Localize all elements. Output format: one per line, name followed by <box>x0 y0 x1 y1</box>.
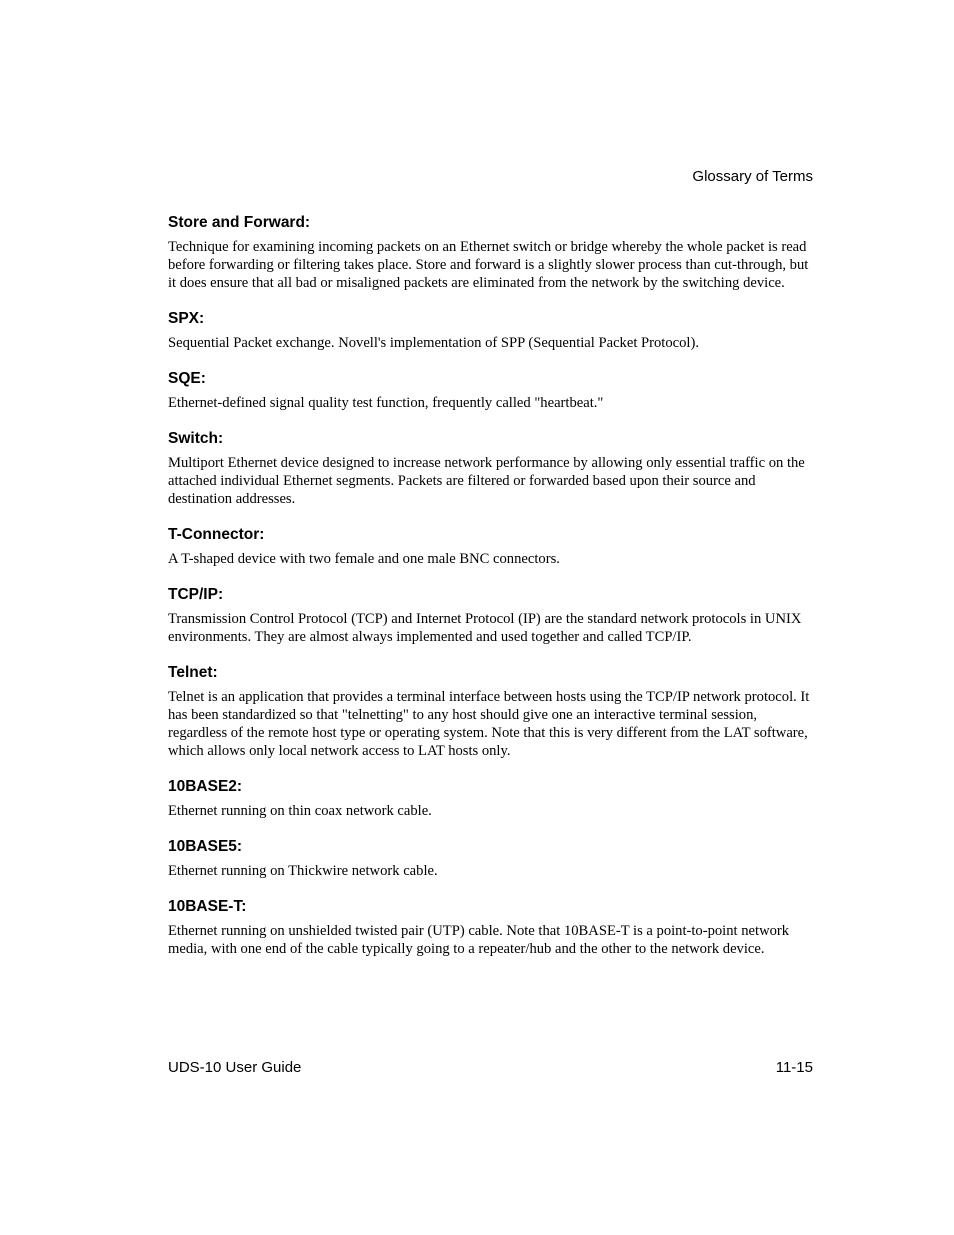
glossary-term: Switch: <box>168 430 224 447</box>
glossary-definition: A T-shaped device with two female and one male BNC connectors. <box>168 551 560 567</box>
glossary-list <box>168 213 816 975</box>
glossary-term: TCP/IP: <box>168 586 224 603</box>
glossary-definition: Sequential Packet exchange. Novell's implementation of SPP (Sequential Packet Protocol). <box>168 335 699 351</box>
page-footer <box>168 1059 813 1077</box>
glossary-term: 10BASE-T: <box>168 898 247 915</box>
glossary-definition: Ethernet running on unshielded twisted pair (UTP) cable. Note that 10BASE-T is a point-to-point network media, with one end of the cable typically going to a repeater/hub and the other to the network device. <box>168 923 790 957</box>
glossary-entry <box>168 213 816 292</box>
running-header: Glossary of Terms <box>692 168 813 185</box>
glossary-term: T-Connector: <box>168 526 265 543</box>
glossary-definition: Transmission Control Protocol (TCP) and Internet Protocol (IP) are the standard network protocols in UNIX environments. They are almost always implemented and used together and called TCP/IP. <box>168 611 802 645</box>
glossary-term: 10BASE2: <box>168 778 243 795</box>
glossary-definition: Technique for examining incoming packets on an Ethernet switch or bridge whereby the whole packet is read before forwarding or filtering takes place. Store and forward is a slightly slower process than cut-through, but it does ensure that all bad or misaligned packets are eliminated from the network by the switching device. <box>168 239 809 291</box>
glossary-entry <box>168 525 816 568</box>
glossary-entry <box>168 777 816 820</box>
glossary-definition: Ethernet running on thin coax network cable. <box>168 803 432 819</box>
glossary-entry <box>168 369 816 412</box>
glossary-entry <box>168 663 816 760</box>
glossary-term: Telnet: <box>168 664 218 681</box>
glossary-definition: Ethernet-defined signal quality test function, frequently called "heartbeat." <box>168 395 604 411</box>
footer-doc-title: UDS-10 User Guide <box>168 1059 302 1076</box>
footer-page-number: 11-15 <box>775 1059 813 1076</box>
glossary-definition: Ethernet running on Thickwire network cable. <box>168 863 438 879</box>
glossary-term: SPX: <box>168 310 205 327</box>
glossary-entry <box>168 585 816 646</box>
glossary-entry <box>168 837 816 880</box>
glossary-entry <box>168 897 816 958</box>
glossary-term: SQE: <box>168 370 206 387</box>
glossary-definition: Telnet is an application that provides a terminal interface between hosts using the TCP/IP network protocol. It has been standardized so that "telnetting" to any host should give one an interactive terminal session, regardless of the remote host type or operating system. Note that this is very different from the LAT software, which allows only local network access to LAT hosts only. <box>168 689 810 759</box>
glossary-term: Store and Forward: <box>168 214 311 231</box>
glossary-entry <box>168 429 816 508</box>
glossary-term: 10BASE5: <box>168 838 243 855</box>
glossary-entry <box>168 309 816 352</box>
glossary-definition: Multiport Ethernet device designed to increase network performance by allowing only essential traffic on the attached individual Ethernet segments. Packets are filtered or forwarded based upon their source and destination addresses. <box>168 455 805 507</box>
